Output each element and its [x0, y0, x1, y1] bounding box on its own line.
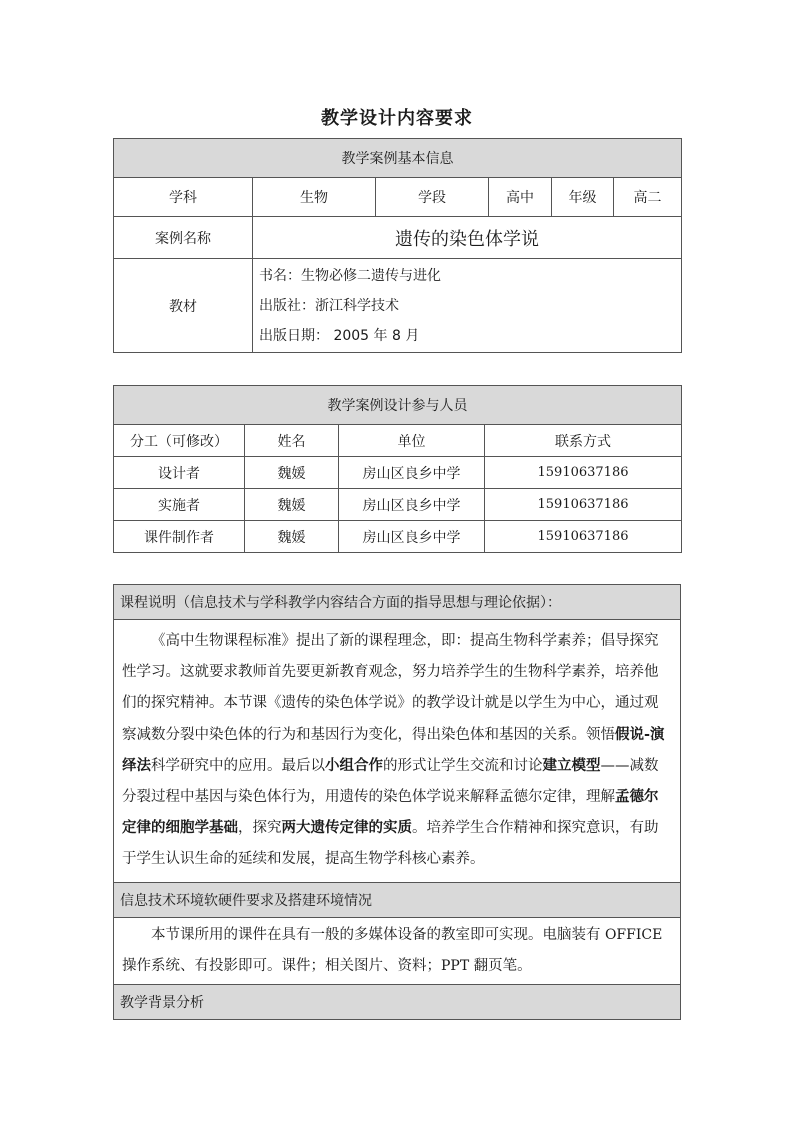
environment-text: PPT	[441, 957, 474, 974]
textbook-book-name: 书名：生物必修二遗传与进化	[259, 267, 441, 284]
course-text: ——减数分裂过程中基因与染色体行为，用遗传的染色体学说来解释孟德尔定律，理解	[122, 757, 659, 806]
environment-body	[114, 917, 681, 984]
role-cell: 课件制作者	[114, 521, 245, 553]
subject-label: 学科	[114, 178, 253, 217]
textbook-label: 教材	[114, 259, 253, 353]
table-row	[114, 489, 682, 521]
role-cell: 设计者	[114, 457, 245, 489]
contact-cell: 15910637186	[485, 489, 682, 521]
environment-text: 操作系统、有投影即可。课件；相关图片、资料；	[122, 957, 441, 974]
course-header: 课程说明（信息技术与学科教学内容结合方面的指导思想与理论依据）：	[114, 585, 681, 620]
table-row	[114, 457, 682, 489]
table-row	[114, 521, 682, 553]
textbook-publisher: 出版社：浙江科学技术	[259, 297, 399, 314]
course-bold-text: 小组合作	[325, 757, 383, 774]
column-header: 联系方式	[485, 425, 682, 457]
textbook-publish-date: 出版日期： 2005 年 8 月	[259, 327, 420, 344]
contact-cell: 15910637186	[485, 457, 682, 489]
role-cell: 实施者	[114, 489, 245, 521]
basic-info-header: 教学案例基本信息	[114, 139, 682, 178]
course-bold-text: 假说-演绎法	[122, 726, 665, 774]
column-header: 姓名	[245, 425, 339, 457]
contact-cell: 15910637186	[485, 521, 682, 553]
course-text: ，探究	[238, 820, 282, 837]
stage-value: 高中	[489, 178, 552, 217]
basic-info-table	[113, 138, 682, 353]
environment-text: OFFICE	[600, 926, 663, 943]
course-bold-text: 孟德尔定律的细胞学基础	[122, 789, 659, 837]
course-body	[114, 620, 681, 883]
participants-table	[113, 385, 682, 553]
course-bold-text: 建立模型	[542, 757, 601, 774]
course-bold-text: 两大遗传定律的实质	[281, 820, 412, 837]
course-description-table	[113, 584, 681, 1020]
environment-header: 信息技术环境软硬件要求及搭建环境情况	[114, 882, 681, 917]
case-name-label: 案例名称	[114, 217, 253, 259]
unit-cell: 房山区良乡中学	[339, 457, 485, 489]
course-text: 科学研究中的应用。最后以	[151, 757, 325, 774]
course-text: 。培养学生合作精神和探究意识，有助于学生认识生命的延续和发展，提高生物学科核心素养。	[122, 820, 659, 868]
participants-header: 教学案例设计参与人员	[114, 386, 682, 425]
textbook-details	[253, 259, 682, 353]
unit-cell: 房山区良乡中学	[339, 521, 485, 553]
grade-value: 高二	[614, 178, 682, 217]
case-name-value: 遗传的染色体学说	[253, 217, 682, 259]
grade-label: 年级	[552, 178, 614, 217]
column-header: 单位	[339, 425, 485, 457]
unit-cell: 房山区良乡中学	[339, 489, 485, 521]
environment-text: 本节课所用的课件在具有一般的多媒体设备的教室即可实现。电脑装有	[151, 926, 601, 943]
name-cell: 魏媛	[245, 521, 339, 553]
page-title: 教学设计内容要求	[321, 108, 473, 129]
name-cell: 魏媛	[245, 457, 339, 489]
background-header: 教学背景分析	[114, 984, 681, 1019]
stage-label: 学段	[376, 178, 489, 217]
subject-value: 生物	[253, 178, 376, 217]
column-header: 分工（可修改）	[114, 425, 245, 457]
name-cell: 魏媛	[245, 489, 339, 521]
course-text: 的形式让学生交流和讨论	[383, 757, 543, 774]
environment-text: 翻页笔。	[473, 957, 532, 974]
course-text: 《高中生物课程标准》提出了新的课程理念，即：提高生物科学素养；倡导探究性学习。这就要求教师首先要更新教育观念，努力培养学生的生物科学素养，培养他们的探究精神。本节课《遗传的染色体学说》的教学设计就是以学生为中心，通过观察减数分裂中染色体的行为和基因行为变化，得出染色体和基因的关系。领悟	[122, 633, 659, 743]
